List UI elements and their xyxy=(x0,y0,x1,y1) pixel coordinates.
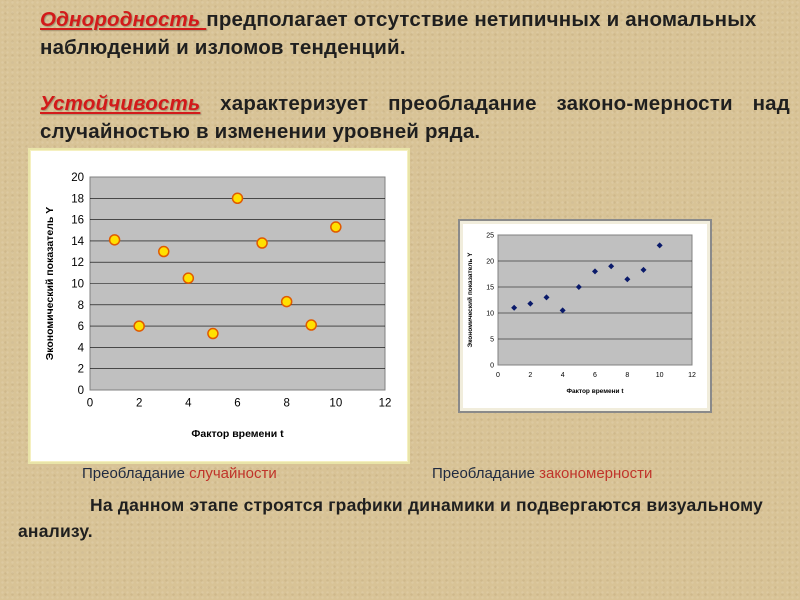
caption-regularity-prefix: Преобладание xyxy=(432,465,540,482)
x-tick-label-0: 0 xyxy=(496,372,500,379)
caption-regularity-accent: закономерности xyxy=(539,465,653,482)
y-tick-label-9: 18 xyxy=(71,193,84,206)
stability-text: характеризует преобладание законо-мерности над случайностью в изменении уровней ряда. xyxy=(40,92,790,143)
y-tick-label-2: 10 xyxy=(486,310,494,318)
caption-randomness-prefix: Преобладание xyxy=(82,465,190,482)
x-axis-label: Фактор времени t xyxy=(191,428,284,440)
y-tick-label-3: 15 xyxy=(486,284,494,292)
caption-randomness xyxy=(82,465,277,482)
stability-term: Устойчивость xyxy=(40,92,201,115)
plot-area xyxy=(498,235,692,365)
homogeneity-paragraph xyxy=(40,6,800,62)
analysis-text: На данном этапе строятся графики динамики и подвергаются визуальному анализу. xyxy=(18,495,763,541)
y-tick-label-8: 16 xyxy=(71,214,84,227)
y-tick-label-1: 5 xyxy=(490,336,494,344)
data-point-7 xyxy=(257,238,267,248)
data-point-3 xyxy=(159,247,169,257)
data-point-5 xyxy=(208,329,218,339)
x-tick-label-5: 10 xyxy=(329,397,343,410)
x-tick-label-4: 8 xyxy=(625,372,630,379)
data-point-8 xyxy=(282,297,292,307)
x-tick-label-3: 6 xyxy=(593,372,597,379)
y-tick-label-1: 2 xyxy=(77,363,84,376)
x-tick-label-5: 10 xyxy=(655,372,664,379)
random-chart-frame xyxy=(30,150,408,462)
x-tick-label-3: 6 xyxy=(234,397,241,410)
data-point-6 xyxy=(233,193,243,203)
x-tick-label-4: 8 xyxy=(283,397,290,410)
x-tick-label-1: 2 xyxy=(528,372,533,379)
analysis-paragraph xyxy=(18,492,788,544)
caption-randomness-accent: случайности xyxy=(189,465,277,482)
data-point-4 xyxy=(183,273,193,283)
caption-regularity xyxy=(432,465,652,482)
y-axis-label: Экономический показатель Y xyxy=(44,206,56,361)
y-tick-label-6: 12 xyxy=(71,257,84,270)
x-tick-label-2: 4 xyxy=(560,372,565,379)
regular-scatter-chart xyxy=(460,221,710,411)
homogeneity-text: предполагает отсутствие нетипичных и аномальных наблюдений и изломов тенденций. xyxy=(40,8,757,59)
y-tick-label-7: 14 xyxy=(71,235,84,248)
y-tick-label-10: 20 xyxy=(71,172,84,185)
homogeneity-term: Однородность xyxy=(40,8,207,31)
y-tick-label-5: 10 xyxy=(71,278,84,291)
x-tick-label-1: 2 xyxy=(135,397,143,410)
x-tick-label-2: 4 xyxy=(185,397,192,410)
x-tick-label-6: 12 xyxy=(378,397,392,410)
x-tick-label-6: 12 xyxy=(688,372,696,379)
y-axis-label: Экономический показатель Y xyxy=(467,252,474,348)
data-point-10 xyxy=(331,222,341,232)
stability-paragraph xyxy=(40,90,790,146)
y-tick-label-0: 0 xyxy=(490,362,494,370)
y-tick-label-2: 4 xyxy=(77,342,84,355)
data-point-1 xyxy=(110,235,120,245)
y-tick-label-5: 25 xyxy=(486,232,494,240)
y-tick-label-0: 0 xyxy=(77,385,84,398)
y-tick-label-4: 20 xyxy=(486,258,494,266)
x-tick-label-0: 0 xyxy=(86,397,94,410)
data-point-2 xyxy=(134,321,144,331)
x-axis-label: Фактор времени t xyxy=(566,388,624,395)
y-tick-label-4: 8 xyxy=(77,299,84,312)
y-tick-label-3: 6 xyxy=(77,321,84,334)
regular-chart-frame xyxy=(458,219,712,413)
random-scatter-chart xyxy=(31,151,407,461)
data-point-9 xyxy=(306,320,316,330)
